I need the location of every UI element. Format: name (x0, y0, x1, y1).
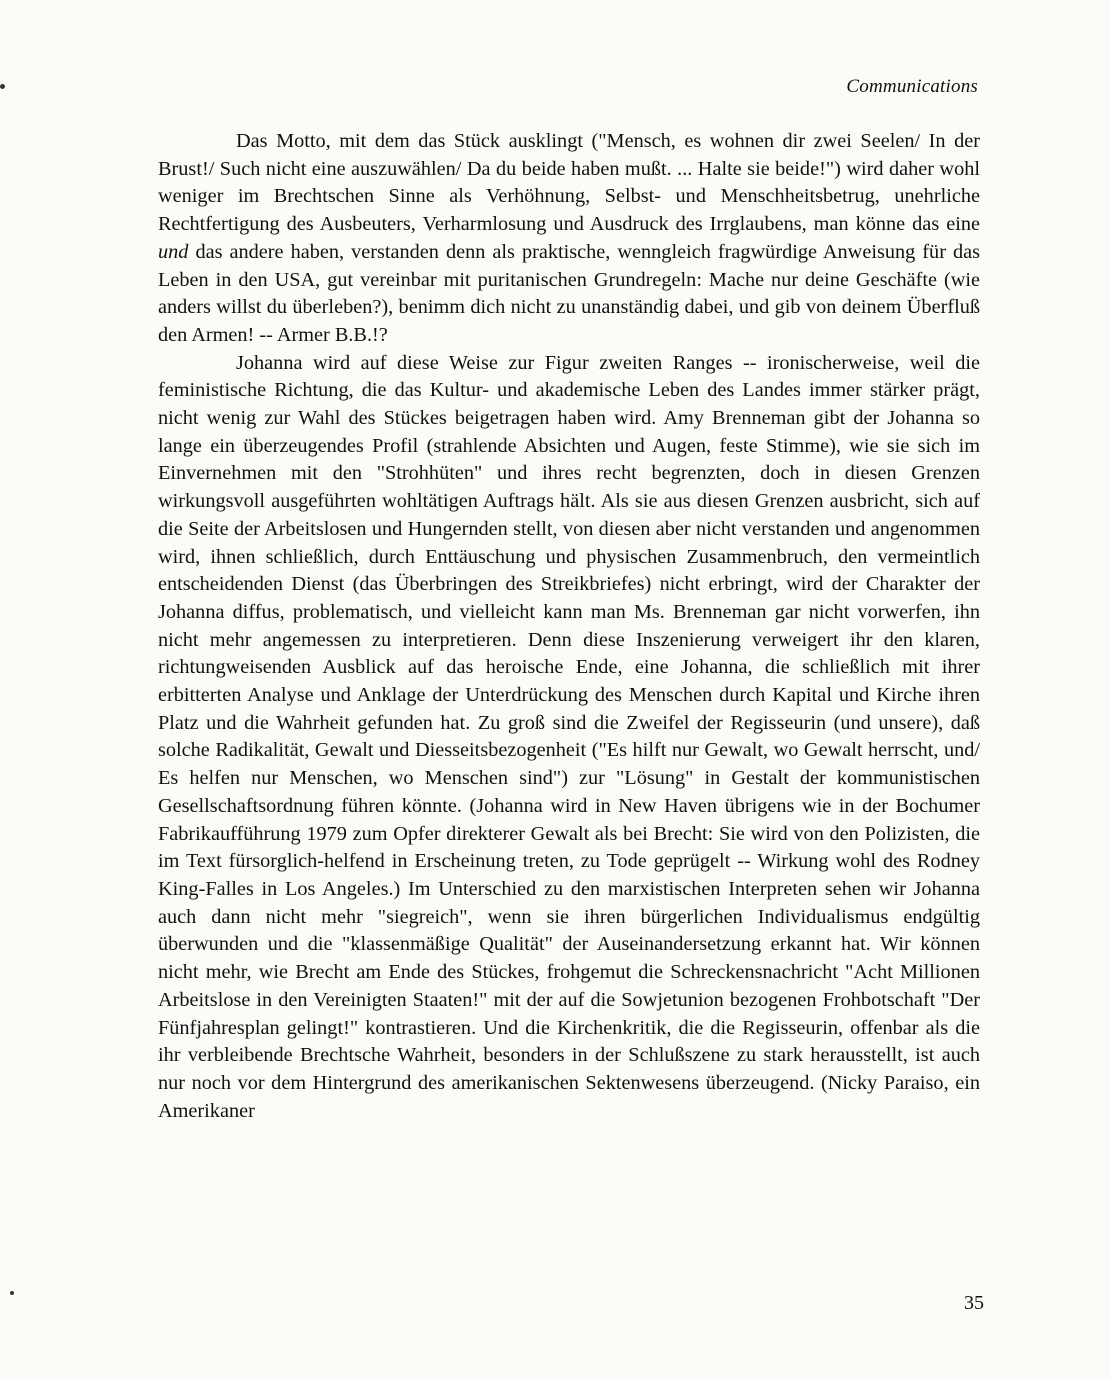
page-number: 35 (964, 1292, 984, 1314)
scan-speck (10, 1291, 14, 1295)
paragraph-text: Das Motto, mit dem das Stück ausklingt ("Mensch, es wohnen dir zwei Seelen/ In der Brust!/ Such nicht eine auszuwählen/ Da du beide haben mußt. ... Halte sie beide!") wird daher wohl weniger im Brechtschen Sinne als Verhöhnung, Selbst- und Menschheitsbetrug, unehrliche Rechtfertigung des Ausbeuters, Verharmlosung und Ausdruck des Irrglaubens, man könne das eine (158, 130, 980, 236)
paragraph-johanna: Johanna wird auf diese Weise zur Figur zweiten Ranges -- ironischerweise, weil die feministische Richtung, die das Kultur- und akademische Leben des Landes immer stärker prägt, nicht wenig zur Wahl des Stückes beigetragen haben wird. Amy Brenneman gibt der Johanna so lange ein überzeugendes Profil (strahlende Absichten und Augen, feste Stimme), wie sie sich im Einvernehmen mit den "Strohhüten" und ihres recht begrenzten, doch in diesen Grenzen wirkungsvoll ausgeführten wohltätigen Auftrags hält. Als sie aus diesen Grenzen ausbricht, sich auf die Seite der Arbeitslosen und Hungernden stellt, von diesen aber nicht verstanden und angenommen wird, ihnen schließlich, durch Enttäuschung und physischen Zusammenbruch, den vermeintlich entscheidenden Dienst (das Überbringen des Streikbriefes) nicht erbringt, wird der Charakter der Johanna diffus, problematisch, und vielleicht kann man Ms. Brenneman gar nicht vorwerfen, ihn nicht mehr angemessen zu interpretieren. Denn diese Inszenierung verweigert ihr den klaren, richtungweisenden Ausblick auf das heroische Ende, eine Johanna, die schließlich mit ihrer erbitterten Analyse und Anklage der Unterdrückung des Menschen durch Kapital und Kirche ihren Platz und die Wahrheit gefunden hat. Zu groß sind die Zweifel der Regisseurin (und unsere), daß solche Radikalität, Gewalt und Diesseitsbezogenheit ("Es hilft nur Gewalt, wo Gewalt herrscht, und/ Es helfen nur Menschen, wo Menschen sind") zur "Lösung" in Gestalt der kommunistischen Gesellschaftsordnung führen könnte. (Johanna wird in New Haven übrigens wie in der Bochumer Fabrikaufführung 1979 zum Opfer direkterer Gewalt als bei Brecht: Sie wird von den Polizisten, die im Text fürsorglich-helfend in Erscheinung treten, zu Tode geprügelt -- Wirkung wohl des Rodney King-Falles in Los Angeles.) Im Unterschied zu den marxistischen Interpreten sehen wir Johanna auch dann nicht mehr "siegreich", wenn sie ihren bürgerlichen Individualismus endgültig überwunden und die "klassenmäßige Qualität" der Auseinandersetzung erkannt hat. Wir können nicht mehr, wie Brecht am Ende des Stückes, frohgemut die Schreckensnachricht "Acht Millionen Arbeitslose in den Vereinigten Staaten!" mit der auf die Sowjetunion bezogenen Frohbotschaft "Der Fünfjahresplan gelingt!" kontrastieren. Und die Kirchenkritik, die die Regisseurin, offenbar als die ihr verbleibende Brechtsche Wahrheit, besonders in der Schlußszene zu stark herausstellt, ist auch nur noch vor dem Hintergrund des amerikanischen Sektenwesens überzeugend. (Nicky Paraiso, ein Amerikaner (158, 351, 980, 1122)
paragraph-motto (158, 128, 980, 350)
article-body (158, 128, 980, 1125)
running-header: Communications (846, 76, 978, 97)
paragraph-text: das andere haben, verstanden denn als praktische, wenngleich fragwürdige Anweisung für das Leben in den USA, gut vereinbar mit puritanischen Grundregeln: Mache nur deine Geschäfte (wie anders willst du überleben?), benimm dich nicht zu unanständig dabei, und gib von deinem Überfluß den Armen! -- Armer B.B.!? (158, 240, 980, 346)
scan-speck (0, 84, 5, 89)
emphasis-und: und (158, 240, 189, 263)
